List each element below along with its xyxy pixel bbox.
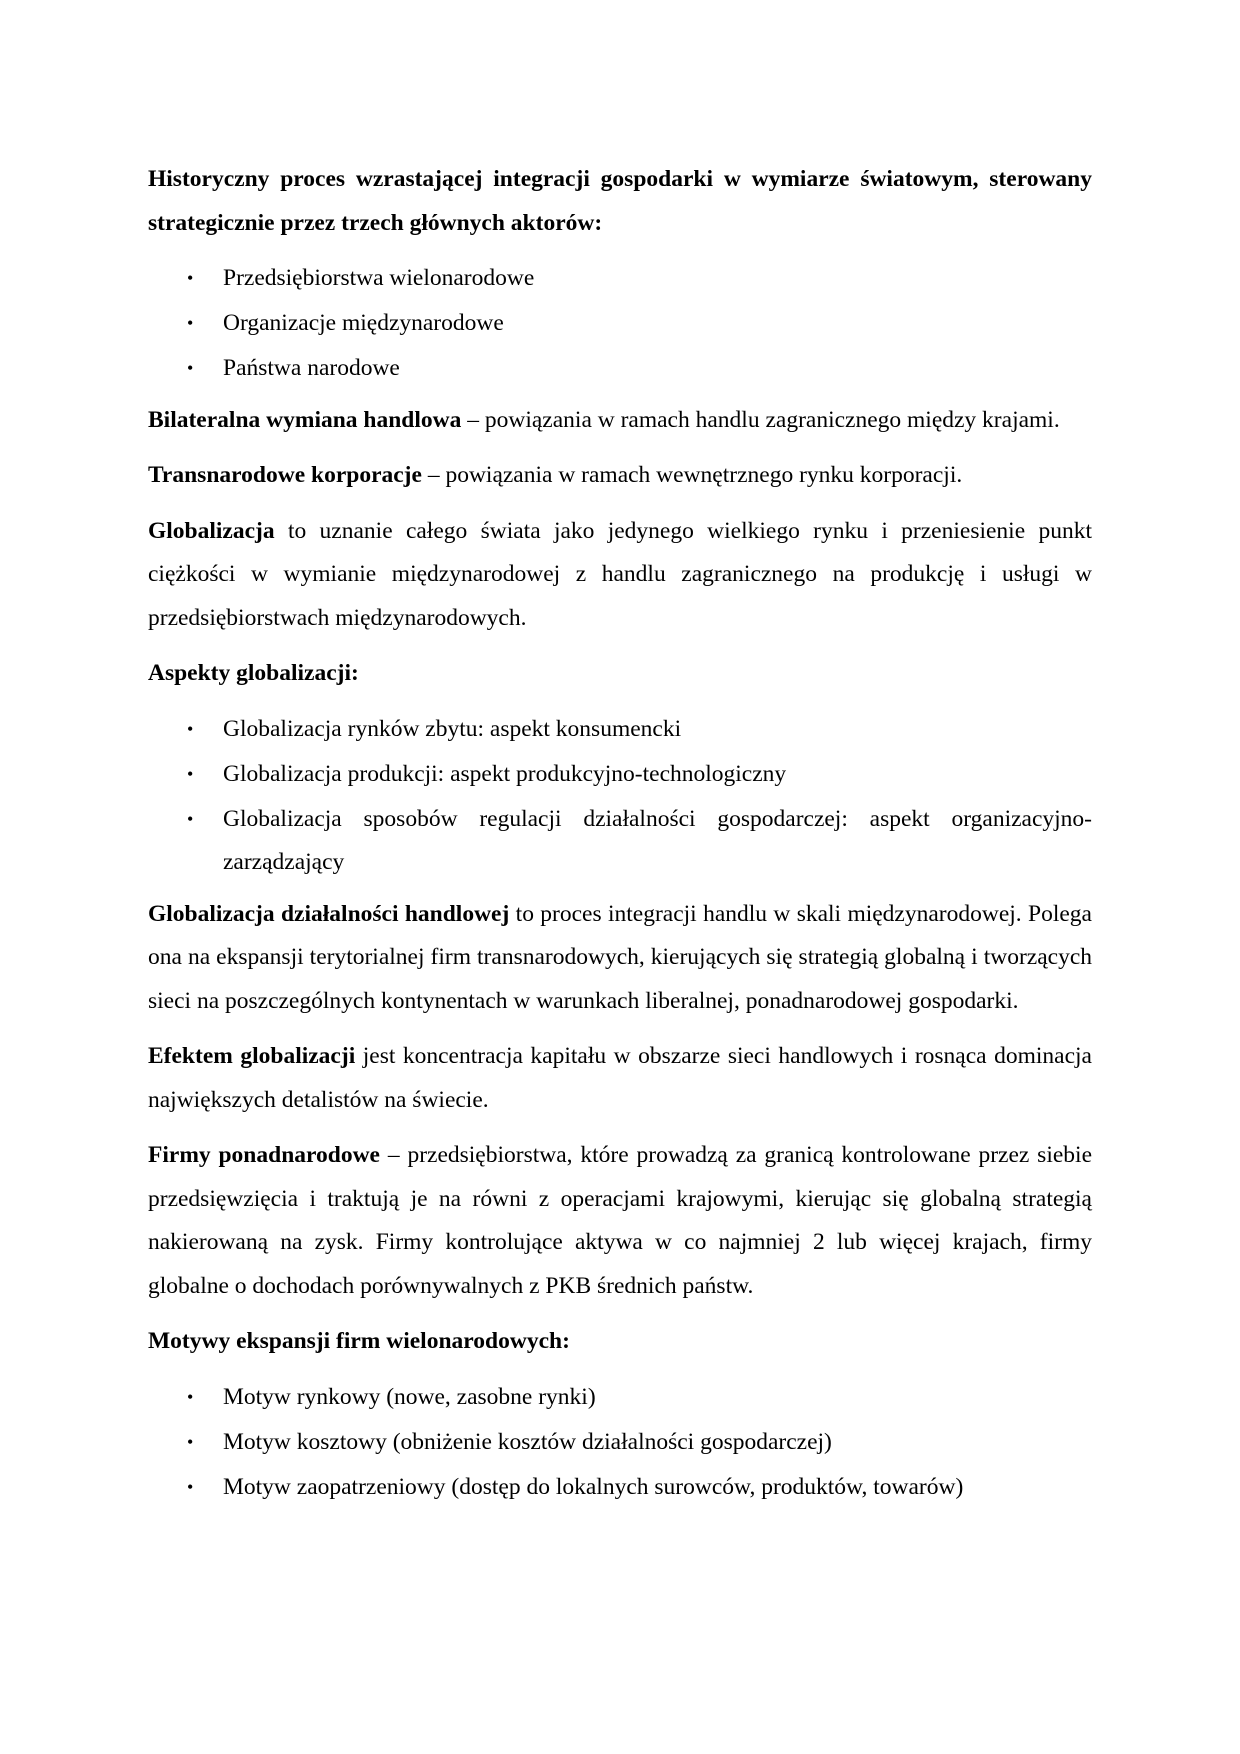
term: Efektem globalizacji [148, 1043, 356, 1069]
bullet-icon: • [187, 268, 194, 288]
trade-globalization-paragraph [148, 893, 1092, 1024]
term: Transnarodowe korporacje [148, 462, 422, 488]
bullet-icon: • [187, 808, 194, 829]
list-item: • Motyw rynkowy (nowe, zasobne rynki) [148, 1376, 1092, 1420]
list-item: • Globalizacja rynków zbytu: aspekt konsumencki [148, 708, 1092, 752]
intro-heading: Historyczny proces wzrastającej integracji gospodarki w wymiarze światowym, sterowany strategicznie przez trzech głównych aktorów: [148, 166, 1092, 236]
bullet-icon: • [187, 1431, 194, 1452]
bullet-icon: • [187, 1476, 194, 1497]
bullet-icon: • [187, 358, 194, 378]
list-item: • Globalizacja sposobów regulacji działalności gospodarczej: aspekt organizacyjno-zarządzający [148, 798, 1092, 885]
actors-list [148, 257, 1092, 391]
definition: – powiązania w ramach handlu zagranicznego między krajami. [461, 406, 1060, 433]
list-item: • Przedsiębiorstwa wielonarodowe [148, 257, 1092, 301]
definition: to proces integracji handlu w skali międzynarodowej. Polega ona na ekspansji terytorialnej firm transnarodowych, kierujących się strategią globalną i tworzących sieci na poszczególnych kontynentach w warunkach liberalnej, ponadnarodowej gospodarki. [148, 900, 1092, 1014]
aspects-heading: Aspekty globalizacji: [148, 660, 359, 686]
list-item: • Globalizacja produkcji: aspekt produkcyjno-technologiczny [148, 753, 1092, 797]
effect-paragraph [148, 1035, 1092, 1122]
bullet-icon: • [187, 718, 194, 739]
aspects-list [148, 708, 1092, 885]
definition: – przedsiębiorstwa, które prowadzą za granicą kontrolowane przez siebie przedsięwzięcia i traktują je na równi z operacjami krajowymi, kierując się globalną strategią nakierowaną na zysk. Firmy kontrolujące aktywa w co najmniej 2 lub więcej krajach, firmy globalne o dochodach porównywalnych z PKB średnich państw. [148, 1142, 1092, 1299]
term: Firmy ponadnarodowe [148, 1142, 380, 1168]
definition: to uznanie całego świata jako jedynego wielkiego rynku i przeniesienie punkt ciężkości w wymianie międzynarodowej z handlu zagranicznego na produkcję i usługi w przedsiębiorstwach międzynarodowych. [148, 517, 1092, 631]
term: Globalizacja działalności handlowej [148, 900, 510, 927]
globalization-paragraph [148, 510, 1092, 641]
transnational-paragraph [148, 454, 1092, 498]
list-item: • Państwa narodowe [148, 347, 1092, 391]
term: Bilateralna wymiana handlowa [148, 406, 462, 433]
bullet-icon: • [187, 763, 194, 784]
bilateral-paragraph [148, 399, 1092, 443]
term: Globalizacja [148, 517, 275, 544]
definition: jest koncentracja kapitału w obszarze sieci handlowych i rosnąca dominacja największych detalistów na świecie. [148, 1043, 1092, 1113]
motives-heading: Motywy ekspansji firm wielonarodowych: [148, 1328, 570, 1354]
bullet-icon: • [187, 1386, 194, 1407]
list-item: • Organizacje międzynarodowe [148, 302, 1092, 346]
document-page [148, 158, 1092, 1517]
list-item: • Motyw kosztowy (obniżenie kosztów działalności gospodarczej) [148, 1421, 1092, 1465]
list-item: • Motyw zaopatrzeniowy (dostęp do lokalnych surowców, produktów, towarów) [148, 1466, 1092, 1510]
definition: – powiązania w ramach wewnętrznego rynku korporacji. [421, 462, 963, 488]
bullet-icon: • [187, 313, 194, 333]
motives-list [148, 1376, 1092, 1510]
supranational-paragraph [148, 1134, 1092, 1308]
